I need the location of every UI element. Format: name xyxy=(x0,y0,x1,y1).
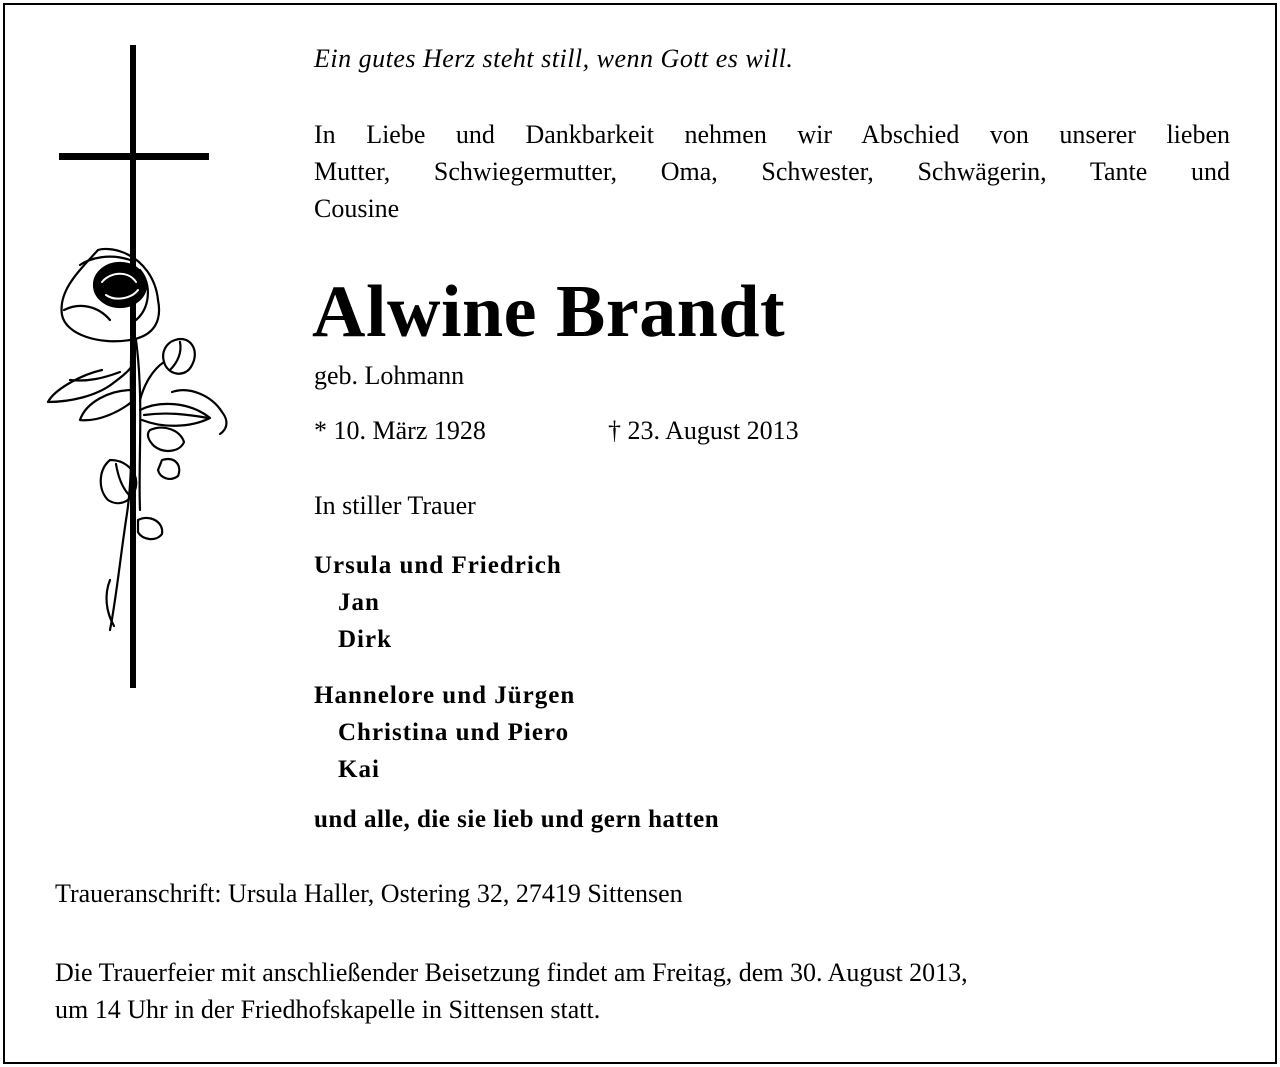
intro-line: Cousine xyxy=(314,194,400,223)
mourning-address: Traueranschrift: Ursula Haller, Ostering 32, 27419 Sittensen xyxy=(55,879,683,908)
family-group-2 xyxy=(314,677,575,788)
death-date: † 23. August 2013 xyxy=(608,416,799,445)
family-member: Kai xyxy=(338,756,380,783)
intro-text xyxy=(314,116,1230,227)
deceased-name: Alwine Brandt xyxy=(312,271,786,353)
family-head: Ursula und Friedrich xyxy=(314,552,562,579)
cross-with-rose xyxy=(40,40,240,700)
service-info xyxy=(55,954,1230,1028)
motto: Ein gutes Herz steht still, wenn Gott es will. xyxy=(314,44,794,73)
intro-line: In Liebe und Dankbarkeit nehmen wir Abschied von unserer lieben xyxy=(314,120,1230,149)
rose-icon xyxy=(48,249,226,630)
closing-line: und alle, die sie lieb und gern hatten xyxy=(314,806,720,833)
maiden-name: geb. Lohmann xyxy=(314,361,465,390)
mourning-line: In stiller Trauer xyxy=(314,491,476,520)
cross-icon xyxy=(40,40,240,700)
service-line: um 14 Uhr in der Friedhofskapelle in Sittensen statt. xyxy=(55,995,601,1024)
family-group-1 xyxy=(314,547,562,658)
family-head: Hannelore und Jürgen xyxy=(314,682,576,709)
service-line: Die Trauerfeier mit anschließender Beisetzung findet am Freitag, dem 30. August 2013, xyxy=(55,958,968,987)
family-member: Jan xyxy=(338,589,380,616)
intro-line: Mutter, Schwiegermutter, Oma, Schwester, Schwägerin, Tante und xyxy=(314,157,1230,186)
family-member: Christina und Piero xyxy=(338,719,570,746)
family-member: Dirk xyxy=(338,626,392,653)
birth-date: * 10. März 1928 xyxy=(314,416,486,445)
